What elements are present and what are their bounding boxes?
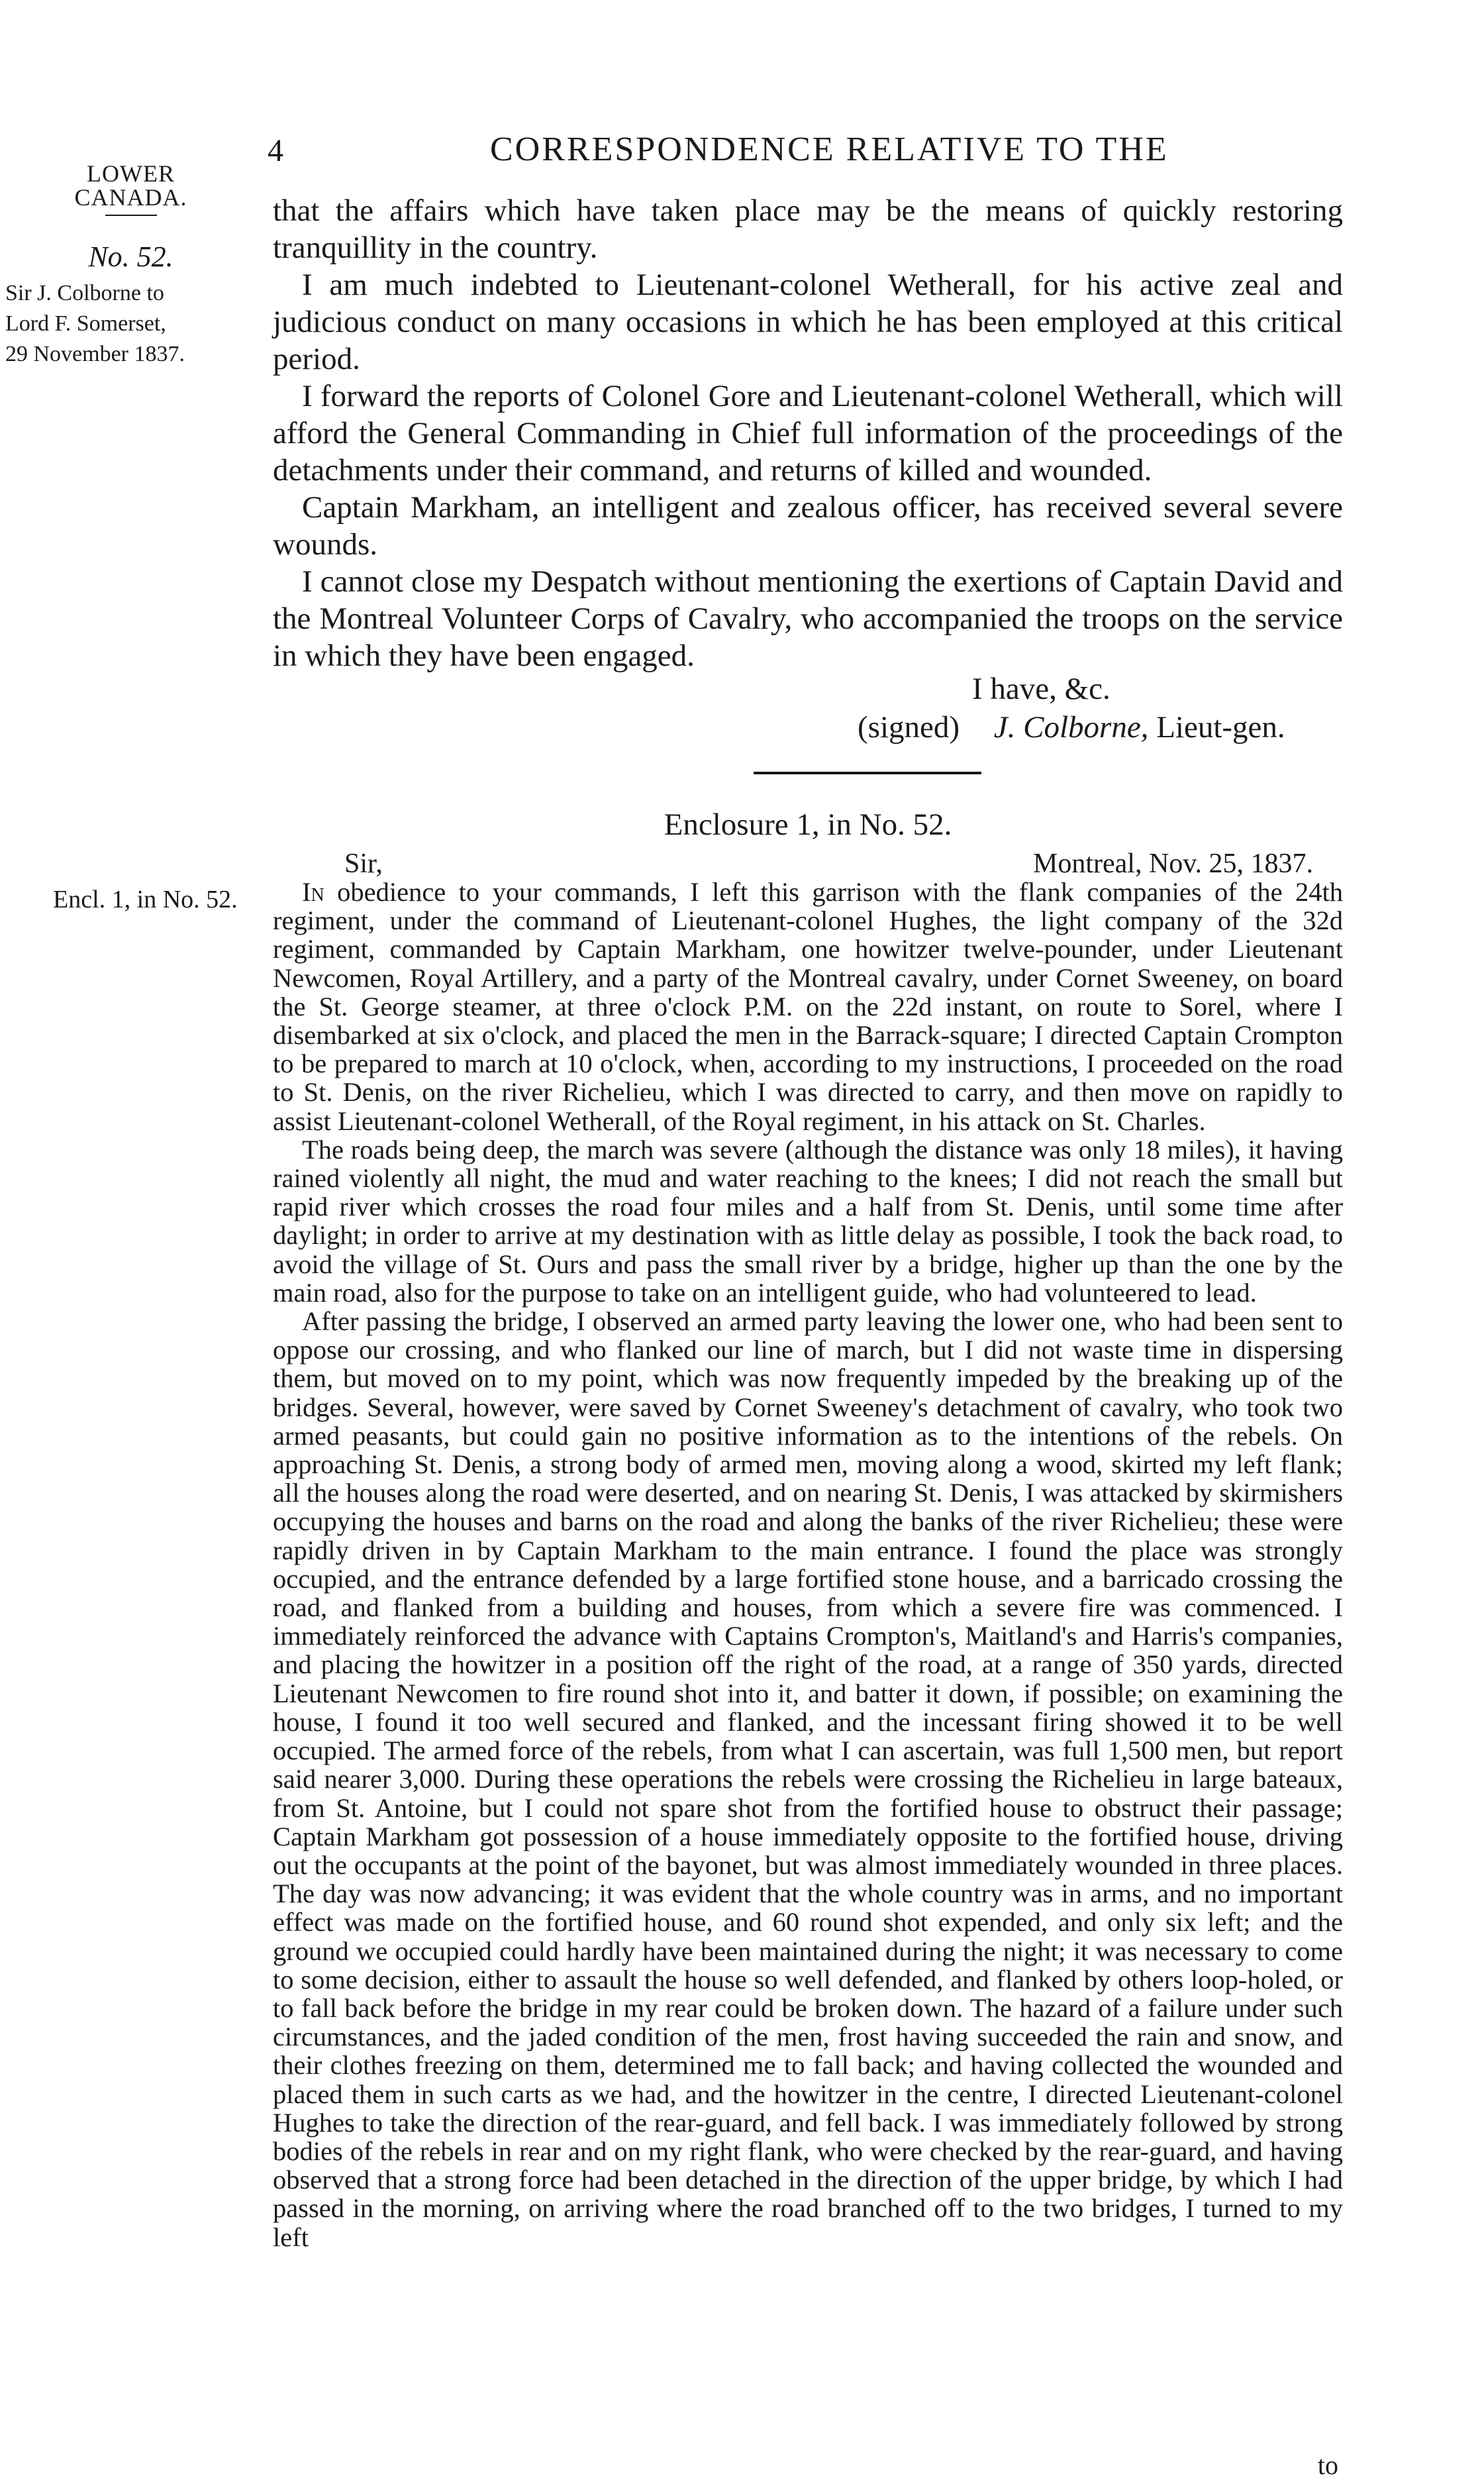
signature-name: J. Colborne, <box>993 710 1149 745</box>
margin-divider <box>105 215 157 216</box>
margin-province-line-2: CANADA. <box>74 184 187 211</box>
margin-correspondence-meta <box>5 278 270 370</box>
letter-body <box>273 192 1343 674</box>
enclosure-date: Montreal, Nov. 25, 1837. <box>1033 849 1314 879</box>
enclosure-paragraph <box>273 878 1343 1135</box>
catchword: to <box>1317 2450 1338 2480</box>
letter-paragraph: that the affairs which have taken place may be the means of quickly restoring tranquillity in the country. <box>273 193 1343 265</box>
letter-paragraph: Captain Markham, an intelligent and zealous officer, has received several severe wounds. <box>273 490 1343 562</box>
enclosure-paragraph: The roads being deep, the march was severe (although the distance was only 18 miles), it having rained violently all night, the mud and water reaching to the knees; I did not reach the small but rapid river which crosses the road four miles and a half from St. Denis, until some time after daylight; in order to arrive at my destination with as little delay as possible, I took the back road, to avoid the village of St. Ours and pass the small river by a bridge, higher up than the one by the main road, also for the purpose to take on an intelligent guide, who had volunteered to lead. <box>273 1134 1343 1308</box>
margin-from: Sir J. Colborne to <box>5 281 164 305</box>
opening-word: In <box>302 877 324 907</box>
section-divider <box>754 772 981 774</box>
running-header: CORRESPONDENCE RELATIVE TO THE <box>490 130 1169 168</box>
margin-to: Lord F. Somerset, <box>5 311 166 336</box>
signed-label: (signed) <box>858 710 960 745</box>
enclosure-paragraph: After passing the bridge, I observed an armed party leaving the lower one, who had been sent to oppose our crossing, and who flanked our line of march, but I did not waste time in dispersing them, but moved on to my point, which was now frequently impeded by the breaking up of the bridges. Several, however, were saved by Cornet Sweeney's detachment of cavalry, who took two armed peasants, but could gain no positive information as to the intentions of the rebels. On approaching St. Denis, a strong body of armed men, moving along a wood, skirted my left flank; all the houses along the road were deserted, and on nearing St. Denis, I was attacked by skirmishers occupying the houses and barns on the road and along the banks of the river Richelieu; these were rapidly driven in by Captain Markham to the main entrance. I found the place was strongly occupied, and the entrance defended by a large fortified stone house, and a barricado crossing the road, and flanked from a building and houses, from which a severe fire was commenced. I immediately reinforced the advance with Captains Crompton's, Maitland's and Harris's companies, and placing the howitzer in a position off the right of the road, at a range of 350 yards, directed Lieutenant Newcomen to fire round shot into it, and batter it down, if possible; on examining the house, I found it too well secured and flanked, and the incessant firing showed it to be well occupied. The armed force of the rebels, from what I can ascertain, was full 1,500 men, but report said nearer 3,000. During these operations the rebels were crossing the Richelieu in large bateaux, from St. Antoine, but I could not spare shot from the fortified house to obstruct their passage; Captain Markham got possession of a house immediately opposite to the fortified house, driving out the occupants at the point of the bayonet, but was almost immediately wounded in three places. The day was now advancing; it was evident that the whole country was in arms, and no important effect was made on the fortified house, and 60 round shot expended, and only six left; and the ground we occupied could hardly have been maintained during the night; it was necessary to come to some decision, either to assault the house so well defended, and flanked by others loop-holed, or to fall back before the bridge in my rear could be broken down. The hazard of a failure under such circumstances, and the jaded condition of the men, frost having succeeded the rain and snow, and their clothes freezing on them, determined me to fall back; and having collected the wounded and placed them in such carts as we had, and the howitzer in the centre, I directed Lieutenant-colonel Hughes to take the direction of the rear-guard, and fell back. I was immediately followed by strong bodies of the rebels in rear and on my right flank, who were checked by the rear-guard, and having observed that a strong force had been detached in the direction of the upper bridge, by which I had passed in the morning, on arriving where the road branched off to the two bridges, I turned to my left <box>273 1306 1343 2252</box>
margin-date: 29 November 1837. <box>5 342 185 366</box>
margin-province <box>0 162 262 223</box>
enclosure-body <box>273 878 1343 2251</box>
letter-closing: I have, &c. <box>972 672 1111 706</box>
signature-rank: Lieut-gen. <box>1156 710 1285 745</box>
enclosure-paragraph-text: obedience to your commands, I left this garrison with the flank companies of the 24th regiment, under the command of Lieutenant-colonel Hughes, the light company of the 32d regiment, commanded by Captain Markham, one howitzer twelve-pounder, under Lieutenant Newcomen, Royal Artillery, and a party of the Montreal cavalry, under Cornet Sweeney, on board the St. George steamer, at three o'clock P.M. on the 22d instant, on route to Sorel, where I disembarked at six o'clock, and placed the men in the Barrack-square; I directed Captain Crompton to be prepared to march at 10 o'clock, when, according to my instructions, I proceeded on the road to St. Denis, on the river Richelieu, which I was directed to carry, and then move on rapidly to assist Lieutenant-colonel Wetherall, of the Royal regiment, in his attack on St. Charles. <box>273 877 1343 1136</box>
margin-province-line-1: LOWER <box>87 160 175 187</box>
margin-document-number: No. 52. <box>88 240 173 273</box>
letter-paragraph: I cannot close my Despatch without mentioning the exertions of Captain David and the Montreal Volunteer Corps of Cavalry, who accompanied the troops on the service in which they have been engaged. <box>273 564 1343 673</box>
letter-paragraph: I forward the reports of Colonel Gore and Lieutenant-colonel Wetherall, which will afford the General Commanding in Chief full information of the proceedings of the detachments under their command, and returns of killed and wounded. <box>273 379 1343 488</box>
letter-signature-line <box>858 707 1285 747</box>
enclosure-salutation: Sir, <box>344 849 383 879</box>
page-number: 4 <box>268 133 283 168</box>
enclosure-title: Enclosure 1, in No. 52. <box>664 807 952 842</box>
letter-paragraph: I am much indebted to Lieutenant-colonel Wetherall, for his active zeal and judicious conduct on many occasions in which he has been employed at this critical period. <box>273 268 1343 376</box>
margin-enclosure-ref: Encl. 1, in No. 52. <box>53 886 238 913</box>
